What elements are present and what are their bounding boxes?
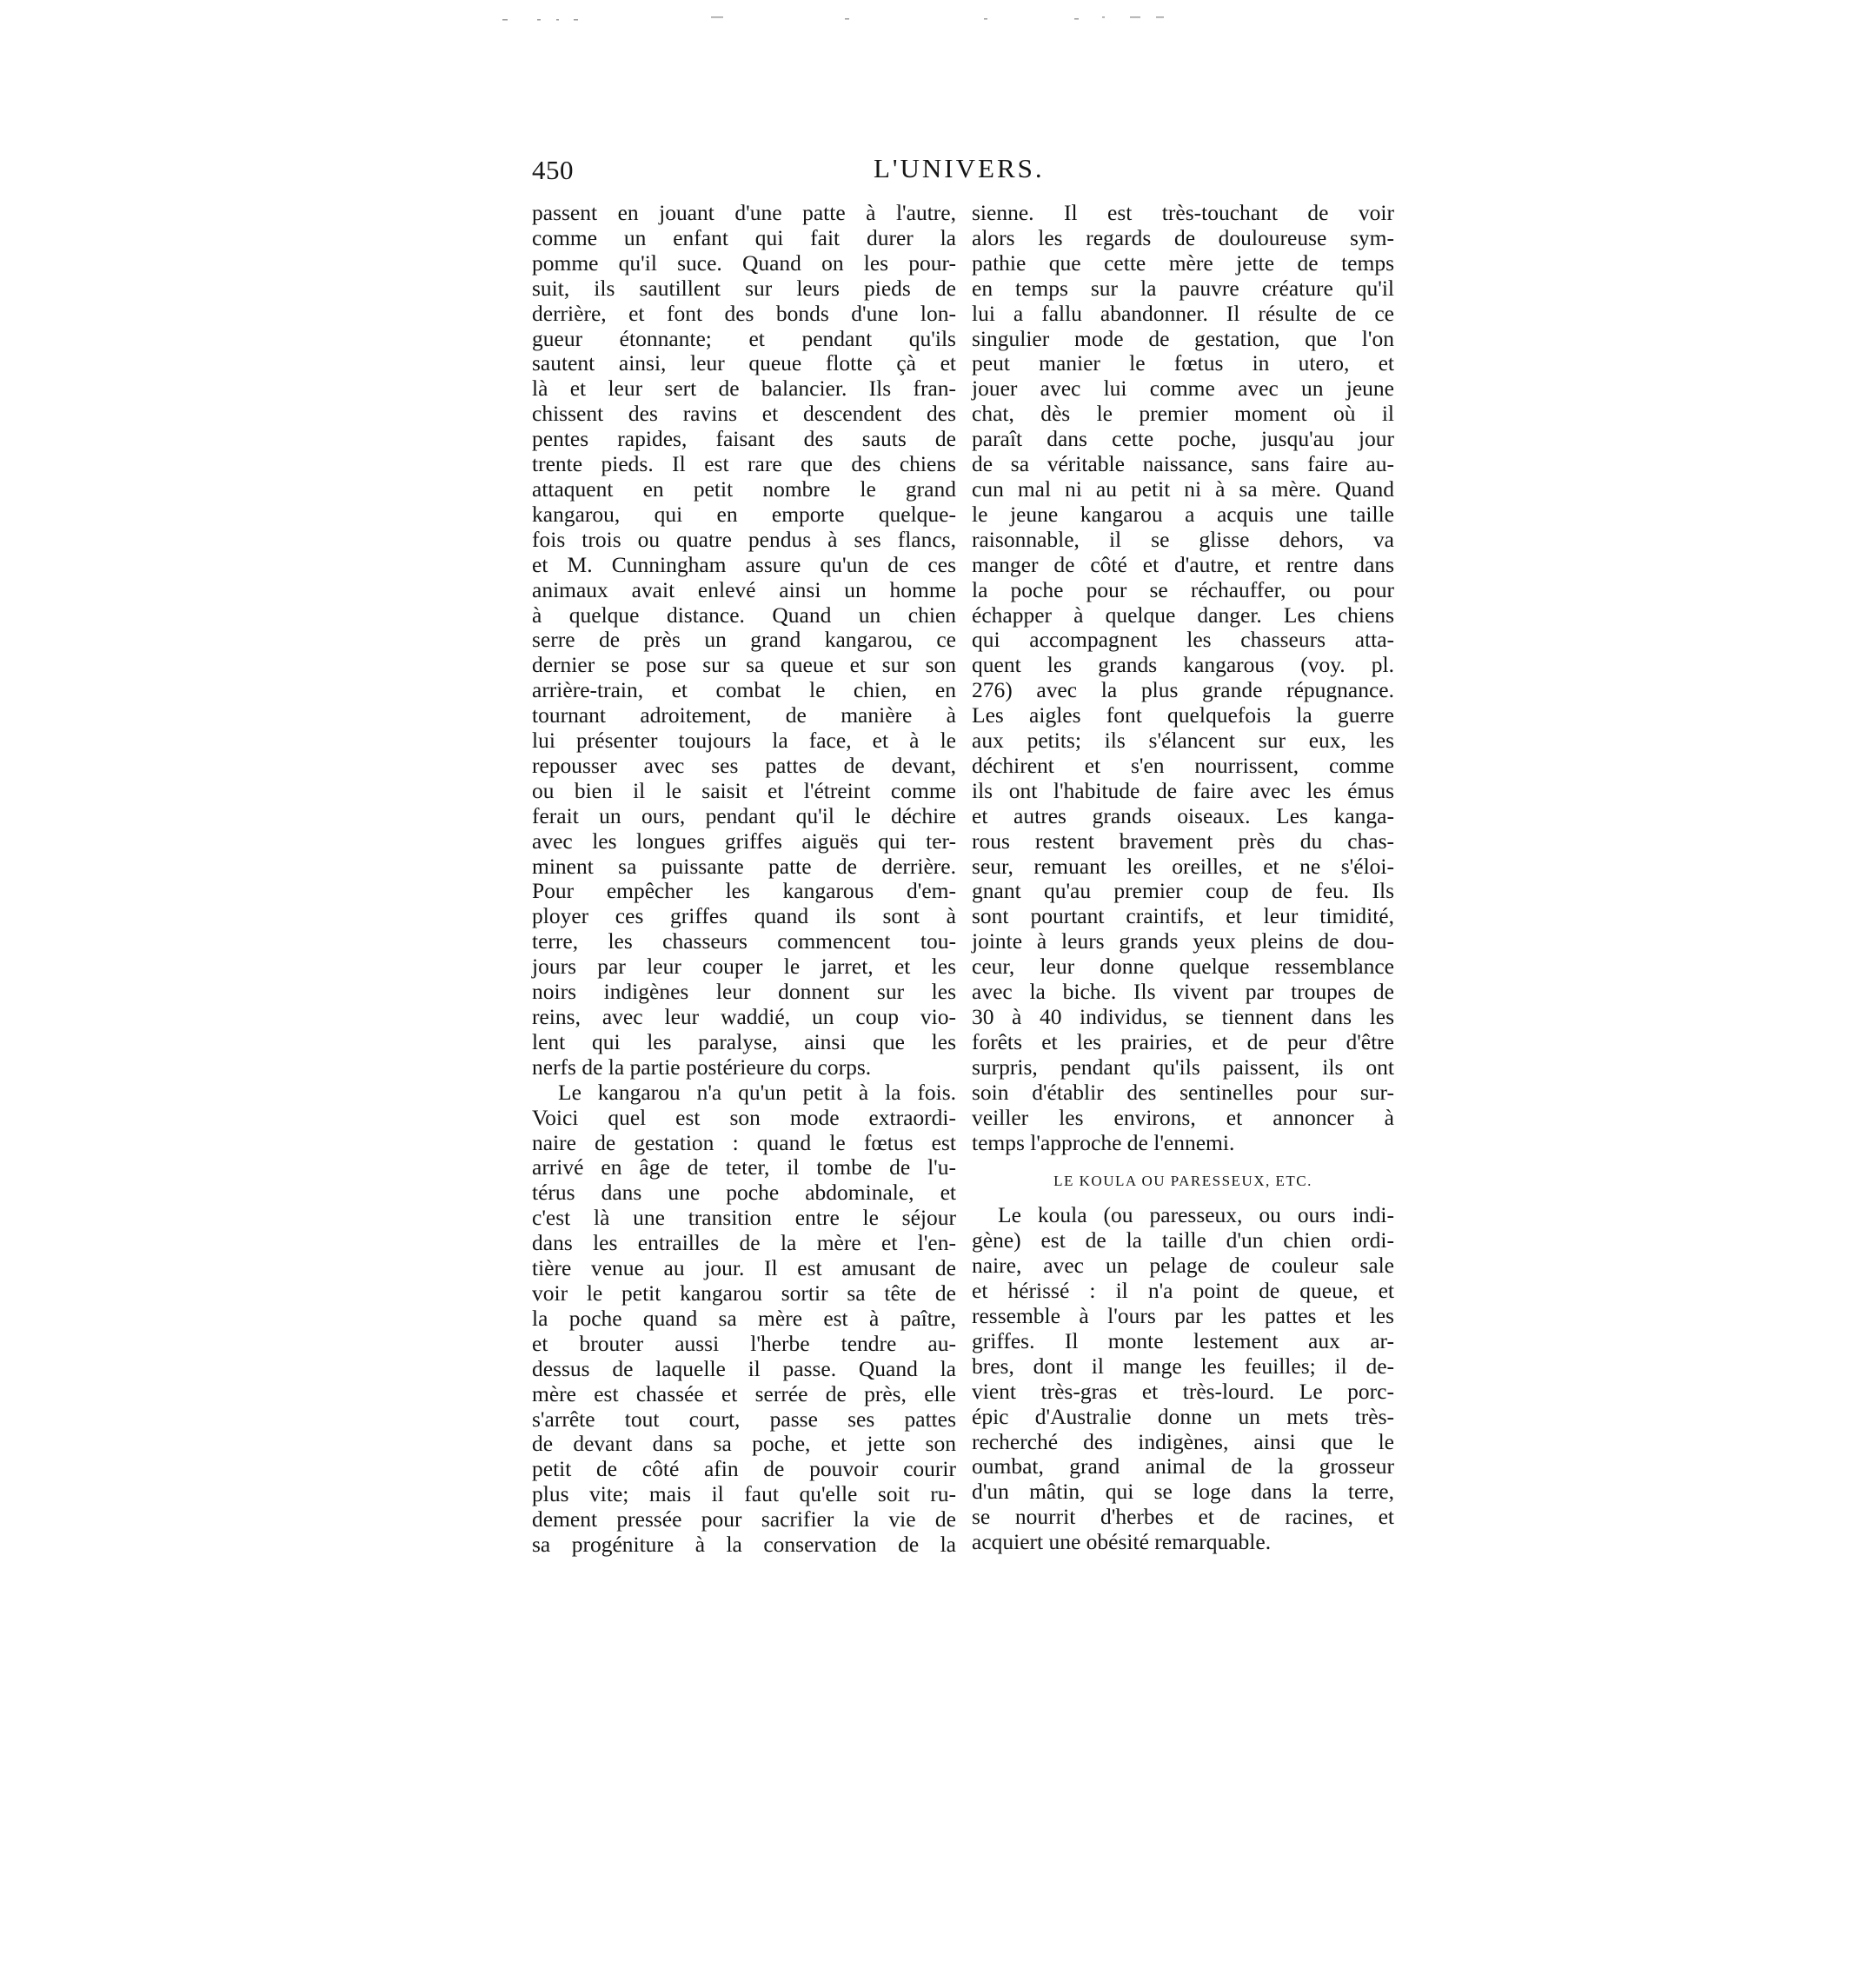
text-line: paraît dans cette poche, jusqu'au jour <box>972 426 1394 452</box>
text-line: là et leur sert de balancier. Ils fran- <box>532 376 956 402</box>
text-line: gueur étonnante; et pendant qu'ils <box>532 325 956 351</box>
text-line: 276) avec la plus grande répugnance. <box>972 677 1394 703</box>
text-line: veiller les environs, et annoncer à <box>972 1104 1394 1130</box>
text-line: ressemble à l'ours par les pattes et les <box>972 1302 1394 1328</box>
text-line: bres, dont il mange les feuilles; il de- <box>972 1353 1394 1379</box>
text-line: soin d'établir des sentinelles pour sur- <box>972 1079 1394 1105</box>
text-line: attaquent en petit nombre le grand <box>532 475 956 502</box>
text-line: naire de gestation : quand le fœtus est <box>532 1129 956 1155</box>
text-line: acquiert une obésité remarquable. <box>972 1529 1272 1555</box>
text-line: s'arrête tout court, passe ses pattes <box>532 1406 956 1432</box>
text-line: térus dans une poche abdominale, et <box>532 1180 956 1206</box>
text-line: arrivé en âge de teter, il tombe de l'u- <box>532 1154 956 1180</box>
text-line: petit de côté afin de pouvoir courir <box>532 1456 956 1482</box>
text-line: oumbat, grand animal de la grosseur <box>972 1453 1394 1479</box>
text-line: pentes rapides, faisant des sauts de <box>532 426 956 452</box>
text-line: avec les longues griffes aiguës qui ter- <box>532 828 956 854</box>
text-line: épic d'Australie donne un mets très- <box>972 1403 1394 1429</box>
page-number: 450 <box>532 155 574 185</box>
text-line: suit, ils sautillent sur leurs pieds de <box>532 275 956 301</box>
text-line: lent qui les paralyse, ainsi que les <box>532 1028 956 1054</box>
text-line: et M. Cunningham assure qu'un de ces <box>532 551 956 577</box>
text-line: nerfs de la partie postérieure du corps. <box>532 1054 872 1080</box>
text-line: cun mal ni au petit ni à sa mère. Quand <box>972 475 1394 502</box>
text-line: déchirent et s'en nourrissent, comme <box>972 752 1394 778</box>
text-line: de devant dans sa poche, et jette son <box>532 1431 956 1457</box>
text-line: à quelque distance. Quand un chien <box>532 602 956 628</box>
text-line: sienne. Il est très-touchant de voir <box>972 200 1394 225</box>
text-line: c'est là une transition entre le séjour <box>532 1205 956 1231</box>
text-line: ou bien il le saisit et l'étreint comme <box>532 777 956 803</box>
text-line: jouer avec lui comme avec un jeune <box>972 376 1394 402</box>
text-line: la poche pour se réchauffer, ou pour <box>972 576 1394 602</box>
text-line: dessus de laquelle il passe. Quand la <box>532 1355 956 1381</box>
scan-edge-marks <box>0 0 1854 35</box>
text-line: raisonnable, il se glisse dehors, va <box>972 526 1394 552</box>
text-line: lui présenter toujours la face, et à le <box>532 728 956 754</box>
text-line: forêts et les prairies, et de peur d'être <box>972 1028 1394 1054</box>
text-line: ferait un ours, pendant qu'il le déchire <box>532 802 956 828</box>
text-line: animaux avait enlevé ainsi un homme <box>532 576 956 602</box>
text-line: alors les regards de douloureuse sym- <box>972 224 1394 250</box>
text-line: qui accompagnent les chasseurs atta- <box>972 627 1394 653</box>
text-line: jointe à leurs grands yeux pleins de dou- <box>972 928 1394 954</box>
text-line: pomme qu'il suce. Quand on les pour- <box>532 249 956 276</box>
text-line: sautent ainsi, leur queue flotte çà et <box>532 350 956 376</box>
text-line: noirs indigènes leur donnent sur les <box>532 979 956 1005</box>
left-column <box>532 201 956 1558</box>
text-line: ployer ces griffes quand ils sont à <box>532 903 956 929</box>
text-line: gène) est de la taille d'un chien ordi- <box>972 1227 1394 1253</box>
text-line: comme un enfant qui fait durer la <box>532 224 956 250</box>
text-line: dement pressée pour sacrifier la vie de <box>532 1506 956 1533</box>
section-heading: LE KOULA OU PARESSEUX, ETC. <box>1053 1173 1312 1190</box>
text-line: peut manier le fœtus in utero, et <box>972 350 1394 376</box>
text-line: passent en jouant d'une patte à l'autre, <box>532 200 956 225</box>
text-line: sont pourtant craintifs, et leur timidité, <box>972 903 1394 929</box>
text-line: serre de près un grand kangarou, ce <box>532 627 956 653</box>
text-line: échapper à quelque danger. Les chiens <box>972 602 1394 628</box>
text-line: kangarou, qui en emporte quelque- <box>532 501 956 527</box>
text-line: tournant adroitement, de manière à <box>532 702 956 728</box>
text-line: le jeune kangarou a acquis une taille <box>972 501 1394 527</box>
running-title: L'UNIVERS. <box>874 153 1045 183</box>
text-line: et brouter aussi l'herbe tendre au- <box>532 1330 956 1356</box>
text-line: vient très-gras et très-lourd. Le porc- <box>972 1378 1394 1404</box>
text-line: quent les grands kangarous (voy. pl. <box>972 652 1394 678</box>
text-line: repousser avec ses pattes de devant, <box>532 752 956 778</box>
text-line: trente pieds. Il est rare que des chiens <box>532 451 956 477</box>
text-line: gnant qu'au premier coup de feu. Ils <box>972 878 1394 904</box>
text-line: dans les entrailles de la mère et l'en- <box>532 1230 956 1256</box>
text-line: la poche quand sa mère est à paître, <box>532 1305 956 1331</box>
text-line: Le koula (ou paresseux, ou ours indi- <box>998 1202 1394 1228</box>
text-line: chissent des ravins et descendent des <box>532 401 956 427</box>
text-line: Les aigles font quelquefois la guerre <box>972 702 1394 728</box>
text-line: Pour empêcher les kangarous d'em- <box>532 878 956 904</box>
text-line: terre, les chasseurs commencent tou- <box>532 928 956 954</box>
text-line: voir le petit kangarou sortir sa tête de <box>532 1280 956 1306</box>
text-line: minent sa puissante patte de derrière. <box>532 853 956 879</box>
text-line: et hérissé : il n'a point de queue, et <box>972 1278 1394 1304</box>
text-line: rous restent bravement près du chas- <box>972 828 1394 854</box>
text-line: seur, remuant les oreilles, et ne s'éloi- <box>972 853 1394 879</box>
text-line: surpris, pendant qu'ils paissent, ils ont <box>972 1054 1394 1080</box>
text-line: en temps sur la pauvre créature qu'il <box>972 275 1394 301</box>
text-line: mère est chassée et serrée de près, elle <box>532 1380 956 1406</box>
text-line: singulier mode de gestation, que l'on <box>972 325 1394 351</box>
text-line: se nourrit d'herbes et de racines, et <box>972 1504 1394 1530</box>
text-line: aux petits; ils s'élancent sur eux, les <box>972 728 1394 754</box>
text-line: griffes. Il monte lestement aux ar- <box>972 1327 1394 1353</box>
text-line: de sa véritable naissance, sans faire au- <box>972 451 1394 477</box>
text-line: derrière, et font des bonds d'une lon- <box>532 300 956 326</box>
text-line: d'un mâtin, qui se loge dans la terre, <box>972 1479 1394 1505</box>
text-line: avec la biche. Ils vivent par troupes de <box>972 979 1394 1005</box>
text-line: recherché des indigènes, ainsi que le <box>972 1428 1394 1454</box>
text-line: ceur, leur donne quelque ressemblance <box>972 954 1394 980</box>
text-line: arrière-train, et combat le chien, en <box>532 677 956 703</box>
text-line: dernier se pose sur sa queue et sur son <box>532 652 956 678</box>
text-line: et autres grands oiseaux. Les kanga- <box>972 802 1394 828</box>
text-line: temps l'approche de l'ennemi. <box>972 1129 1235 1155</box>
right-column <box>972 201 1394 1555</box>
text-line: pathie que cette mère jette de temps <box>972 249 1394 276</box>
text-line: plus vite; mais il faut qu'elle soit ru- <box>532 1481 956 1507</box>
text-line: chat, dès le premier moment où il <box>972 401 1394 427</box>
text-line: tière venue au jour. Il est amusant de <box>532 1255 956 1281</box>
text-line: manger de côté et d'autre, et rentre dans <box>972 551 1394 577</box>
text-line: sa progéniture à la conservation de la <box>532 1532 956 1558</box>
text-line: lui a fallu abandonner. Il résulte de ce <box>972 300 1394 326</box>
text-line: Le kangarou n'a qu'un petit à la fois. <box>558 1079 956 1105</box>
text-line: fois trois ou quatre pendus à ses flancs, <box>532 526 956 552</box>
text-line: Voici quel est son mode extraordi- <box>532 1104 956 1130</box>
text-line: naire, avec un pelage de couleur sale <box>972 1253 1394 1279</box>
text-line: ils ont l'habitude de faire avec les émus <box>972 777 1394 803</box>
text-line: 30 à 40 individus, se tiennent dans les <box>972 1004 1394 1029</box>
text-line: reins, avec leur waddié, un coup vio- <box>532 1004 956 1029</box>
text-line: jours par leur couper le jarret, et les <box>532 954 956 980</box>
